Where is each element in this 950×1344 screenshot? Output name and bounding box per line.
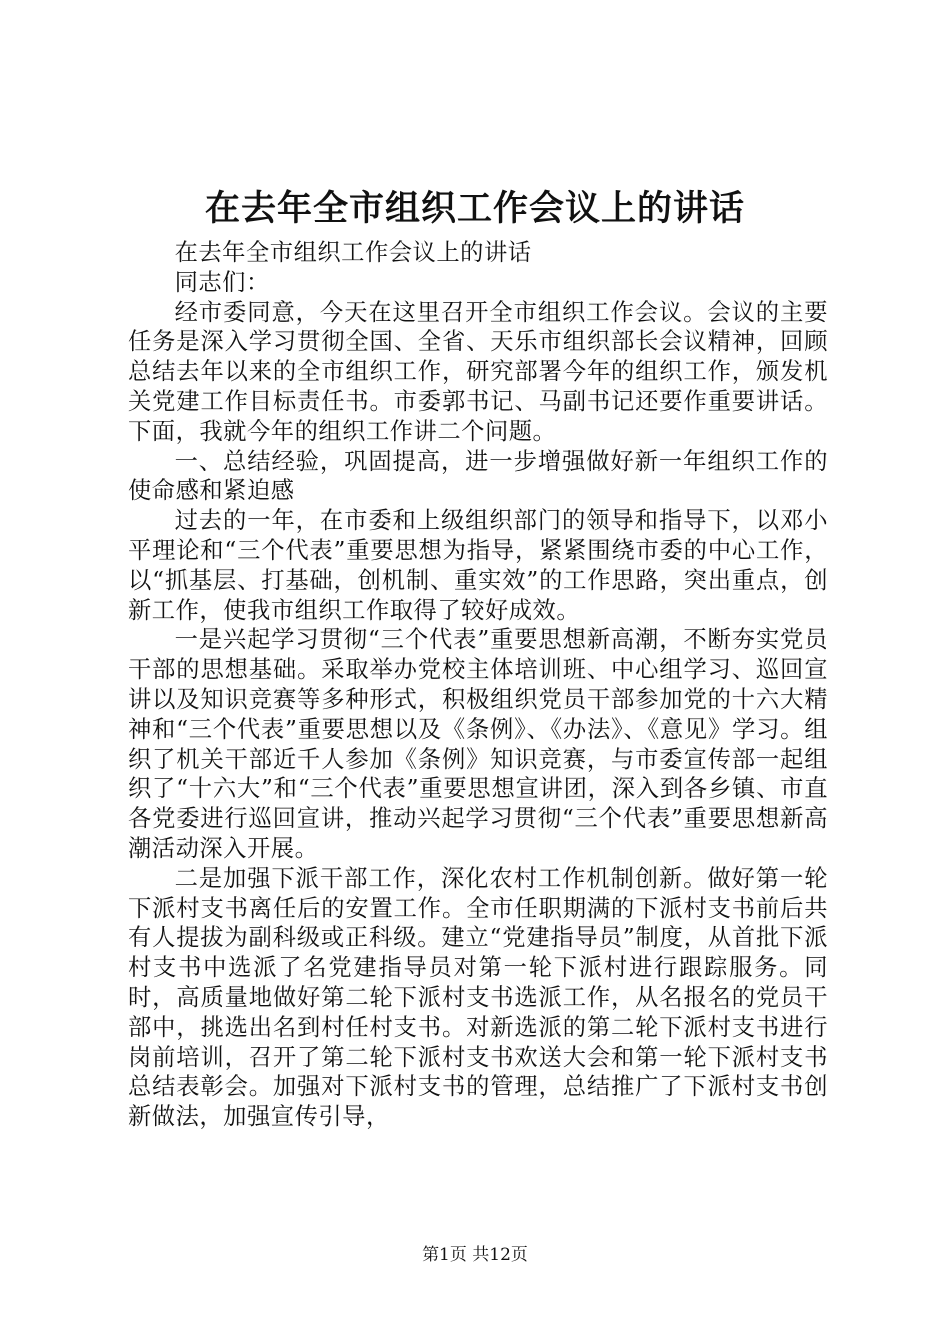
body-paragraph: 二是加强下派干部工作，深化农村工作机制创新。做好第一轮下派村支书离任后的安置工作。全市任职期满的下派村支书前后共有人提拔为副科级或正科级。建立“党建指导员”制度，从首批下派村支书中选派了名党建指导员对第一轮下派村进行跟踪服务。同时，高质量地做好第二轮下派村支书选派工作，从名报名的党员干部中，挑选出名到村任村支书。对新选派的第二轮下派村支书进行岗前培训，召开了第二轮下派村支书欢送大会和第一轮下派村支书总结表彰会。加强对下派村支书的管理，总结推广了下派村支书创新做法，加强宣传引导， bbox=[128, 864, 828, 1131]
section-heading: 一、总结经验，巩固提高，进一步增强做好新一年组织工作的使命感和紧迫感 bbox=[128, 447, 828, 505]
document-title: 在去年全市组织工作会议上的讲话 bbox=[204, 189, 745, 229]
salutation-paragraph: 同志们： bbox=[174, 268, 270, 296]
body-paragraph: 经市委同意，今天在这里召开全市组织工作会议。会议的主要任务是深入学习贯彻全国、全省、天乐市组织部长会议精神，回顾总结去年以来的全市组织工作，研究部署今年的组织工作，颁发机关党建工作目标责任书。市委郭书记、马副书记还要作重要讲话。下面，我就今年的组织工作讲二个问题。 bbox=[128, 298, 828, 445]
body-paragraph: 过去的一年，在市委和上级组织部门的领导和指导下，以邓小平理论和“三个代表”重要思想为指导，紧紧围绕市委的中心工作，以“抓基层、打基础，创机制、重实效”的工作思路，突出重点，创新工作，使我市组织工作取得了较好成效。 bbox=[128, 507, 828, 624]
page-footer: 第1页 共12页 bbox=[422, 1245, 528, 1265]
document-body bbox=[128, 238, 828, 1132]
subtitle-paragraph: 在去年全市组织工作会议上的讲话 bbox=[174, 239, 532, 266]
body-paragraph: 一是兴起学习贯彻“三个代表”重要思想新高潮，不断夯实党员干部的思想基础。采取举办党校主体培训班、中心组学习、巡回宣讲以及知识竞赛等多种形式，积极组织党员干部参加党的十六大精神和“三个代表”重要思想以及《条例》、《办法》、《意见》学习。组织了机关干部近千人参加《条例》知识竞赛，与市委宣传部一起组织了“十六大”和“三个代表”重要思想宣讲团，深入到各乡镇、市直各党委进行巡回宣讲，推动兴起学习贯彻“三个代表”重要思想新高潮活动深入开展。 bbox=[128, 626, 828, 862]
